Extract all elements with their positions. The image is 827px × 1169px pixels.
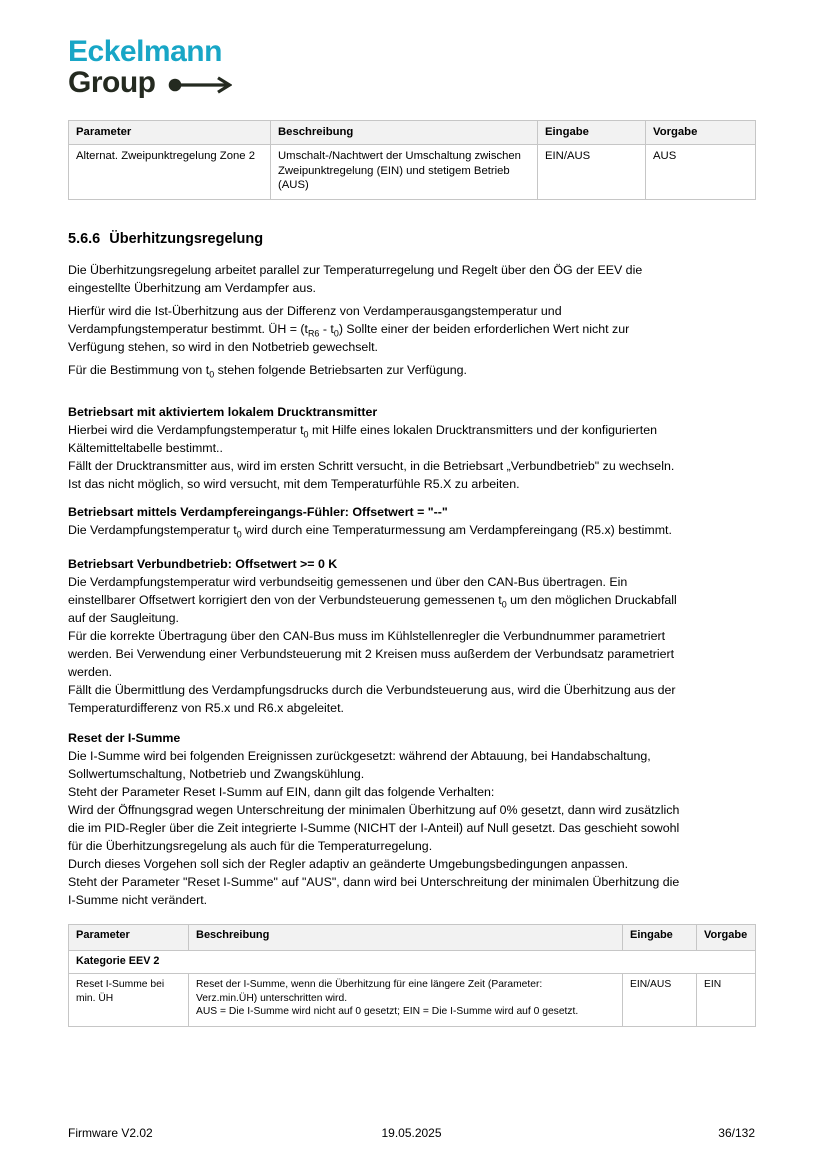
column-header-eingabe: Eingabe — [623, 925, 697, 951]
column-header-vorgabe: Vorgabe — [646, 121, 756, 145]
section-number: 5.6.6 — [68, 231, 101, 247]
column-header-beschreibung: Beschreibung — [189, 925, 623, 951]
category-row — [69, 951, 756, 974]
table-header-row — [69, 121, 756, 145]
logo-group-text: Group — [68, 66, 156, 99]
paragraph: Hierfür wird die Ist-Überhitzung aus der Differenz von Verdamperausgangstemperatur und Verdampfungstemperatur bestimmt. ÜH = $(t_{R6} - t_0)$ Sollte einer der beiden erforderlichen Wert nicht zur Verfügung stehen, so wird in den Notbetrieb gewechselt. — [68, 304, 630, 354]
footer-page-number: 36/132 — [718, 1126, 755, 1140]
page-footer — [68, 1126, 755, 1141]
footer-date: 19.05.2025 — [381, 1126, 442, 1140]
cell-eingabe: EIN/AUS — [538, 145, 646, 200]
cell-beschreibung: Reset der I-Summe, wenn die Überhitzung für eine längere Zeit (Parameter: Verz.min.ÜH) unterschritten wird. AUS = Die I-Summe wird nicht auf 0 gesetzt; EIN = Die I-Summe wird auf 0 gesetzt. — [189, 974, 623, 1027]
column-header-eingabe: Eingabe — [538, 121, 646, 145]
block-heading: Betriebsart mittels Verdampfereingangs-Fühler: Offsetwert = "--" — [68, 505, 448, 519]
parameter-table-bottom — [68, 924, 756, 1027]
eckelmann-logo — [68, 0, 755, 98]
block-body: Die I-Summe wird bei folgenden Ereignissen zurückgesetzt: während der Abtauung, bei Handabschaltung, Sollwertumschaltung, Notbetrieb und Zwangskühlung. Steht der Parameter Reset I-Summ auf EIN, dann gilt das folgende Verhalten: Wird der Öffnungsgrad wegen Unterschreitung der minimalen Überhitzung auf 0% gesetzt, dann wird zusätzlich die im PID-Regler über die Zeit integrierte I-Summe (NICHT der I-Anteil) auf Null gesetzt. Das geschieht sowohl für die Überhitzungsregelung als auch für die Temperaturregelung. Durch dieses Vorgehen soll sich der Regler adaptiv an geänderte Umgebungsbedingungen anpassen. Steht der Parameter "Reset I-Summe" auf "AUS", dann wird bei Unterschreitung der minimalen Überhitzung die I-Summe nicht verändert. — [68, 749, 680, 907]
paragraph: Für die Bestimmung von $t_0$ stehen folgende Betriebsarten zur Verfügung. — [68, 363, 467, 380]
parameter-table-top — [68, 120, 756, 200]
block-drucktransmitter — [68, 403, 755, 493]
block-heading: Betriebsart mit aktiviertem lokalem Drucktransmitter — [68, 405, 378, 419]
category-label: Kategorie EEV 2 — [69, 951, 756, 974]
cell-vorgabe: AUS — [646, 145, 756, 200]
logo-arrow-icon — [168, 76, 232, 94]
block-heading: Betriebsart Verbundbetrieb: Offsetwert >= 0 K — [68, 557, 338, 571]
column-header-parameter: Parameter — [69, 121, 271, 145]
cell-vorgabe: EIN — [697, 974, 756, 1027]
section-title: Überhitzungsregelung — [109, 231, 264, 247]
cell-parameter: Reset I-Summe bei min. ÜH — [69, 974, 189, 1027]
column-header-vorgabe: Vorgabe — [697, 925, 756, 951]
block-heading: Reset der I-Summe — [68, 731, 181, 745]
table-header-row — [69, 925, 756, 951]
block-body: Die Verdampfungstemperatur $t_0$ wird durch eine Temperaturmessung am Verdampfereingang (R5.x) bestimmt. — [68, 523, 672, 540]
intro-text — [68, 261, 755, 379]
block-body: Die Verdampfungstemperatur wird verbundseitig gemessenen und über den CAN-Bus übertragen. Ein einstellbarer Offsetwert korrigiert den von der Verbundsteuerung gemessenen $t_0$ um den möglichen Druckabfall auf der Saugleitung. Für die korrekte Übertragung über den CAN-Bus muss im Kühlstellenregler die Verbundnummer parametriert werden. Bei Verwendung einer Verbundsteuerung mit 2 Kreisen muss außerdem der Verbundsatz parametriert werden. Fällt die Übermittlung des Verdampfungsdrucks durch die Verbundsteuerung aus, wird die Überhitzung aus der Temperaturdifferenz von R5.x und R6.x abgeleitet. — [68, 575, 677, 715]
block-verbundbetrieb — [68, 555, 755, 717]
block-body: Hierbei wird die Verdampfungstemperatur $t_0$ mit Hilfe eines lokalen Drucktransmitters und der konfigurierten Kältemitteltabelle bestimmt.. Fällt der Drucktransmitter aus, wird im ersten Schritt versucht, in die Betriebsart „Verbundbetrieb" zu wechseln. Ist das nicht möglich, so wird versucht, mit dem Temperaturfühle R5.X zu arbeiten. — [68, 423, 675, 491]
cell-beschreibung: Umschalt-/Nachtwert der Umschaltung zwischen Zweipunktregelung (EIN) und stetigem Betrieb (AUS) — [271, 145, 538, 200]
paragraph: Die Überhitzungsregelung arbeitet parallel zur Temperaturregelung und Regelt über den ÖG der EEV die eingestellte Überhitzung am Verdampfer aus. — [68, 263, 643, 295]
cell-eingabe: EIN/AUS — [623, 974, 697, 1027]
cell-parameter: Alternat. Zweipunktregelung Zone 2 — [69, 145, 271, 200]
table-row — [69, 145, 756, 200]
block-reset-i-summe — [68, 729, 755, 909]
section-heading — [68, 230, 755, 248]
logo-brand-text: Eckelmann — [68, 35, 222, 68]
column-header-beschreibung: Beschreibung — [271, 121, 538, 145]
footer-firmware-version: Firmware V2.02 — [68, 1126, 153, 1140]
table-row — [69, 974, 756, 1027]
column-header-parameter: Parameter — [69, 925, 189, 951]
block-verdampfereingangs-fuehler — [68, 503, 755, 539]
